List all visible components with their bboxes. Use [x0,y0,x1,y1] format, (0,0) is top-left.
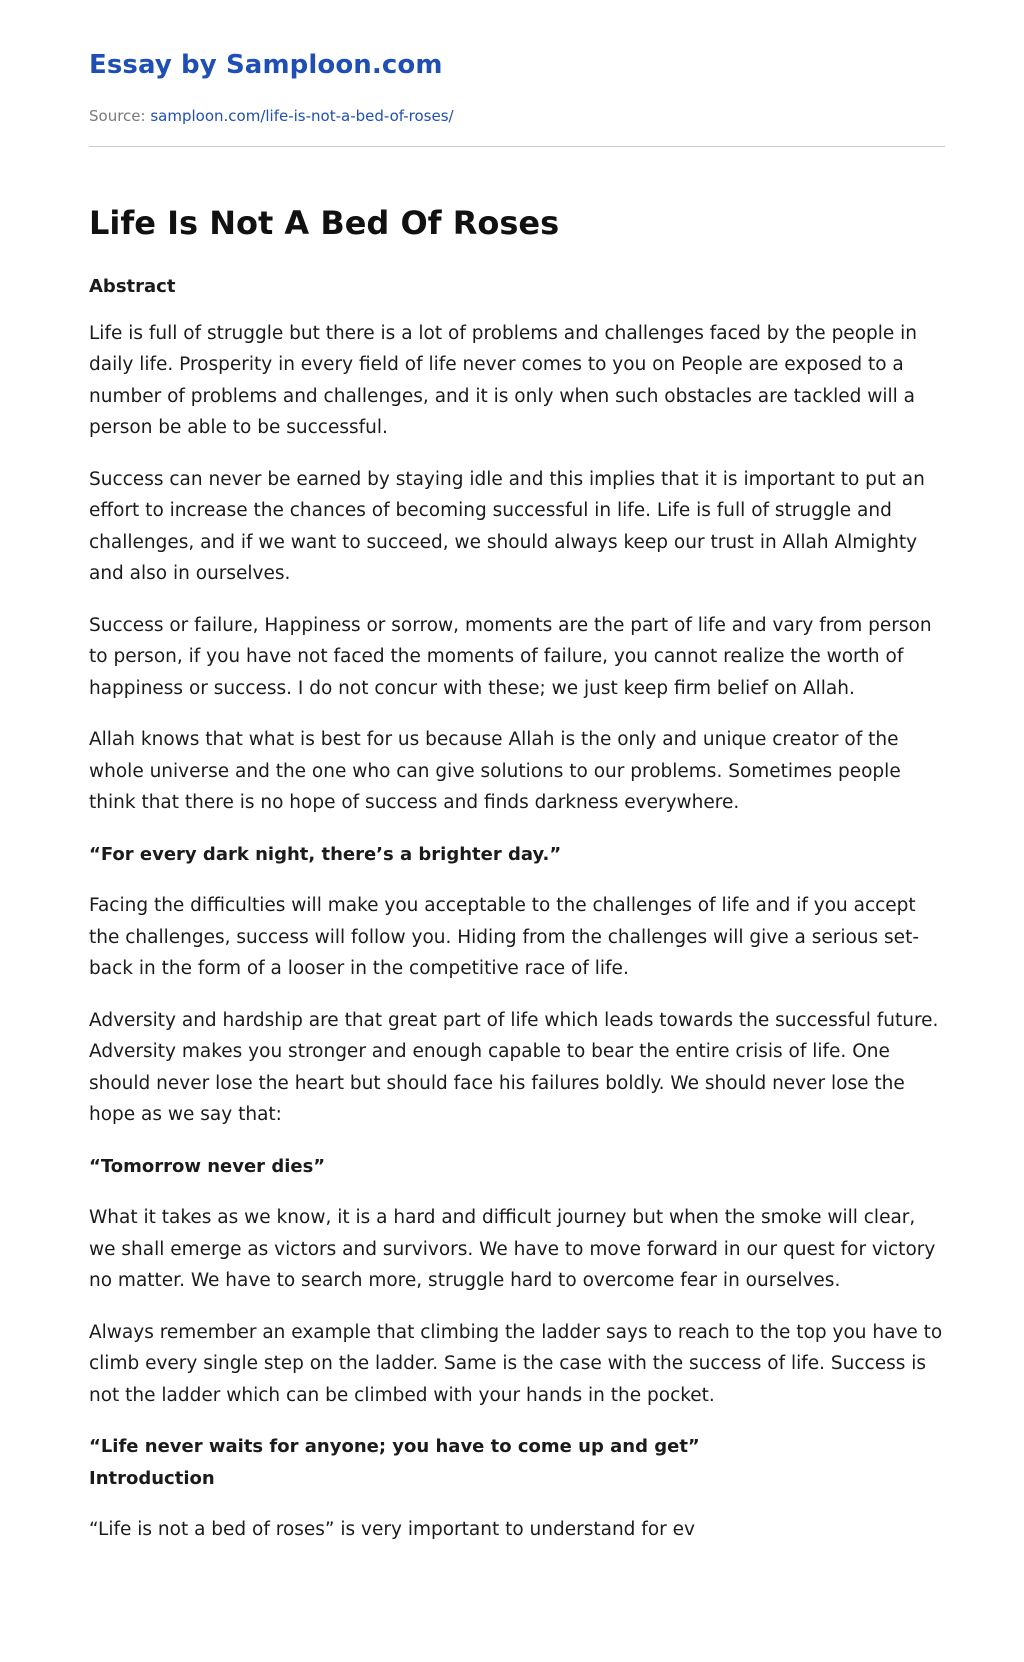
paragraph: Allah knows that what is best for us because Allah is the only and unique creator of the whole universe and the one who can give solutions to our problems. Sometimes people think that there is no hope of success and finds darkness everywhere. [89,729,901,813]
paragraph: Facing the difficulties will make you acceptable to the challenges of life and if you accept the challenges, success will follow you. Hiding from the challenges will give a serious set-back in the form of a looser in the competitive race of life. [89,895,919,979]
source-link[interactable]: samploon.com/life-is-not-a-bed-of-roses/ [150,107,454,125]
paragraph: What it takes as we know, it is a hard and difficult journey but when the smoke will clear, we shall emerge as victors and survivors. We have to move forward in our quest for victory no matter. We have to search more, struggle hard to overcome fear in ourselves. [89,1207,936,1291]
paragraph: Adversity and hardship are that great part of life which leads towards the successful future. Adversity makes you stronger and enough capable to bear the entire crisis of life. One should never lose the heart but should face his failures boldly. We should never lose the hope as we say that: [89,1009,939,1125]
site-brand[interactable]: Essay by Samploon.com [89,50,443,80]
essay-body [89,271,945,1566]
header-divider [89,146,945,147]
quote: “Life never waits for anyone; you have to come up and get” [89,1436,700,1457]
paragraph: Always remember an example that climbing the ladder says to reach to the top you have to climb every single step on the ladder. Same is the case with the success of life. Success is not the ladder which can be climbed with your hands in the pocket. [89,1321,943,1406]
paragraph: Life is full of struggle but there is a lot of problems and challenges faced by the people in daily life. Prosperity in every field of life never comes to you on People are exposed to a number of problems and challenges, and it is only when such obstacles are tackled will a person be able to be successful. [89,322,918,438]
abstract-heading: Abstract [89,276,176,297]
quote: “For every dark night, there’s a brighter day.” [89,843,562,865]
introduction-heading: Introduction [89,1467,215,1489]
source-label: Source: [89,107,146,125]
paragraph: Success or failure, Happiness or sorrow, moments are the part of life and vary from person to person, if you have not faced the moments of failure, you cannot realize the worth of happiness or success. I do not concur with these; we just keep firm belief on Allah. [89,614,932,699]
paragraph: Success can never be earned by staying idle and this implies that it is important to put an effort to increase the chances of becoming successful in life. Life is full of struggle and challenges, and if we want to succeed, we should always keep our trust in Allah Almighty and also in ourselves. [89,468,925,584]
paragraph: “Life is not a bed of roses” is very important to understand for ev [89,1519,695,1540]
essay-title: Life Is Not A Bed Of Roses [89,204,560,242]
quote: “Tomorrow never dies” [89,1155,326,1177]
source-line [89,107,454,125]
